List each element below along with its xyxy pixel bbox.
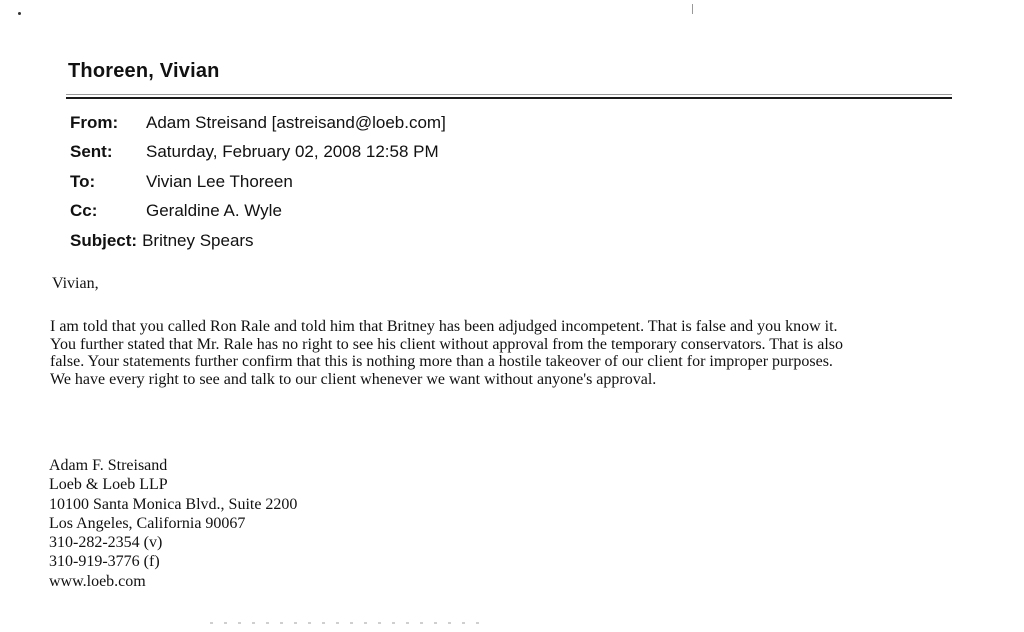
signature-address-street: 10100 Santa Monica Blvd., Suite 2200: [49, 495, 298, 513]
cc-label: Cc:: [70, 201, 98, 221]
body-line: We have every right to see and talk to our client whenever we want without anyone's approval.: [50, 370, 657, 388]
subject-value: Britney Spears: [142, 230, 254, 250]
header-divider-faint: [66, 94, 952, 95]
signature-address-city: Los Angeles, California 90067: [49, 514, 246, 532]
subject-label: Subject:: [70, 230, 138, 250]
to-label: To:: [70, 171, 96, 191]
from-row: [70, 108, 446, 138]
to-value: Vivian Lee Thoreen: [146, 171, 293, 191]
signature-phone: 310-282-2354 (v): [49, 534, 163, 552]
sent-label: Sent:: [70, 142, 113, 162]
email-body: [50, 318, 955, 388]
subject-row: [70, 226, 446, 256]
from-label: From:: [70, 112, 119, 132]
header-divider: [66, 97, 952, 99]
cc-value: Geraldine A. Wyle: [146, 201, 282, 221]
scan-speck: [692, 4, 693, 14]
email-headers: [70, 108, 446, 256]
sent-value: Saturday, February 02, 2008 12:58 PM: [146, 142, 439, 162]
scan-artifact: [210, 622, 490, 624]
signature-name: Adam F. Streisand: [49, 457, 168, 474]
email-greeting: Vivian,: [52, 275, 99, 292]
body-line: You further stated that Mr. Rale has no right to see his client without approval from the temporary conservators. That is also: [50, 335, 844, 353]
mailbox-owner-title: Thoreen, Vivian: [68, 60, 220, 82]
cc-row: [70, 197, 446, 227]
body-line: I am told that you called Ron Rale and told him that Britney has been adjudged incompetent. That is false and you know it.: [50, 318, 838, 335]
scan-speck: [18, 12, 21, 15]
signature-website: www.loeb.com: [49, 572, 146, 590]
sent-row: [70, 138, 446, 168]
to-row: [70, 167, 446, 197]
email-signature: [49, 456, 297, 591]
signature-firm: Loeb & Loeb LLP: [49, 476, 168, 494]
body-line: false. Your statements further confirm that this is nothing more than a hostile takeover of our client for improper purposes.: [50, 353, 833, 370]
from-value: Adam Streisand [astreisand@loeb.com]: [146, 112, 446, 132]
signature-fax: 310-919-3776 (f): [49, 553, 160, 571]
